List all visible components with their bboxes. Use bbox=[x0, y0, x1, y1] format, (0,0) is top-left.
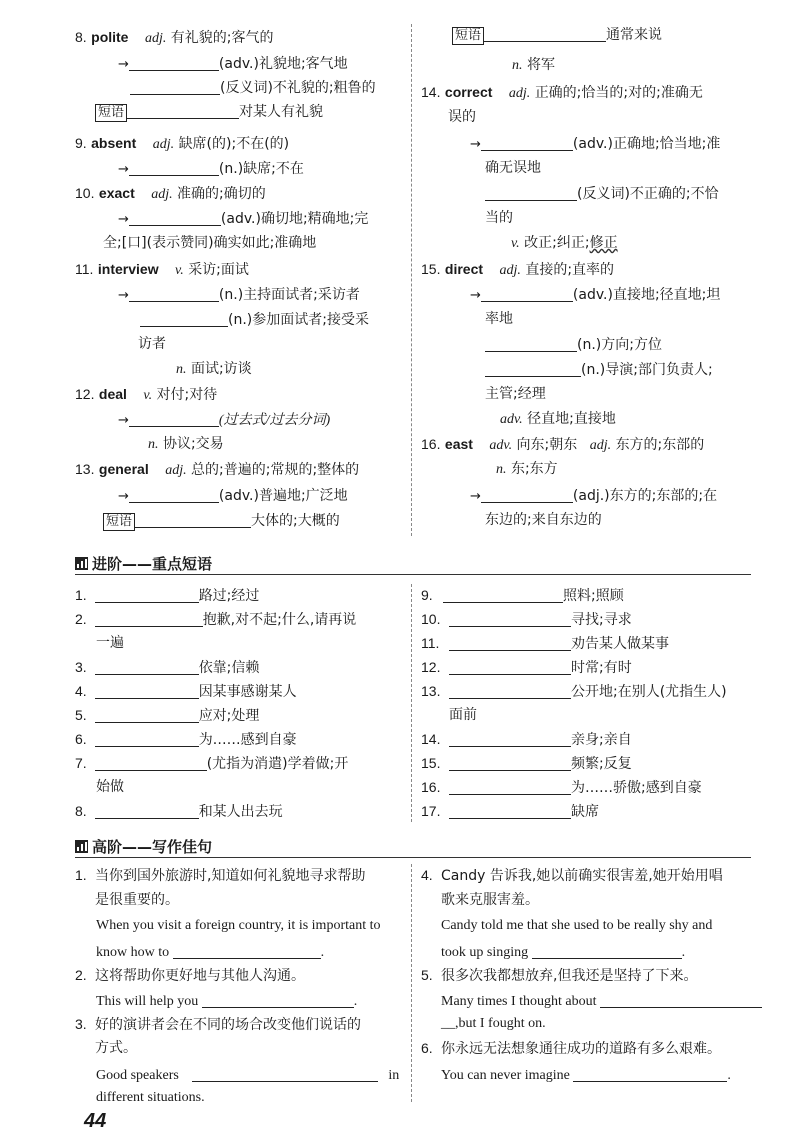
answer-blank[interactable] bbox=[95, 684, 199, 699]
phrase-item bbox=[421, 612, 632, 627]
derivation-text: (过去式/过去分词) bbox=[218, 413, 331, 428]
chinese-prompt: 歌来克服害羞。 bbox=[441, 892, 539, 908]
derivation-text: 东边的;来自东边的 bbox=[485, 512, 602, 528]
answer-blank[interactable] bbox=[449, 756, 571, 771]
definition: 采访;面试 bbox=[188, 262, 249, 278]
derivation-text: 访者 bbox=[138, 336, 166, 352]
chinese-prompt: 当你到国外旅游时,知道如何礼貌地寻求帮助 bbox=[95, 868, 366, 884]
headword: deal bbox=[98, 386, 127, 402]
column-divider bbox=[411, 584, 412, 822]
derivation-text: 对某人有礼貌 bbox=[239, 104, 324, 120]
sentence-item bbox=[421, 968, 697, 983]
entry-line bbox=[118, 488, 348, 503]
entry-line bbox=[103, 513, 340, 531]
entry-number: 9. bbox=[75, 135, 87, 151]
answer-blank[interactable] bbox=[95, 660, 199, 675]
answer-blank[interactable] bbox=[449, 684, 571, 699]
phrase-tag: 短语 bbox=[452, 27, 484, 45]
phrase-meaning: 缺席 bbox=[571, 804, 599, 820]
answer-blank[interactable] bbox=[449, 732, 571, 747]
entry-line bbox=[118, 56, 348, 71]
sentence-line bbox=[95, 1041, 137, 1055]
chinese-prompt: 好的演讲者会在不同的场合改变他们说话的 bbox=[95, 1017, 361, 1033]
answer-blank[interactable] bbox=[129, 412, 219, 427]
phrase-item bbox=[75, 756, 348, 771]
derivation-text: (adv.)直接地;径直地;坦 bbox=[572, 287, 721, 303]
item-number: 11. bbox=[421, 635, 440, 651]
english-sentence: This will help you bbox=[96, 994, 199, 1009]
entry-east bbox=[421, 437, 704, 453]
phrase-item bbox=[75, 708, 259, 723]
chinese-prompt: 你永远无法想象通往成功的道路有多么艰难。 bbox=[441, 1041, 721, 1057]
english-sentence: took up singing bbox=[441, 945, 529, 960]
phrase-meaning: 照料;照顾 bbox=[563, 588, 624, 604]
headword: absent bbox=[91, 135, 137, 151]
sentence-line bbox=[96, 1067, 399, 1083]
phrase-item bbox=[75, 732, 297, 747]
phrase-meaning: 劝告某人做某事 bbox=[571, 636, 669, 652]
headword: exact bbox=[98, 185, 135, 201]
headword: direct bbox=[444, 261, 484, 277]
derivation-text: (adv.)礼貌地;客气地 bbox=[218, 56, 348, 72]
part-of-speech: n. bbox=[496, 462, 507, 477]
chinese-prompt: 是很重要的。 bbox=[95, 892, 179, 908]
entry-line bbox=[140, 312, 369, 327]
phrase-meaning: 面前 bbox=[449, 707, 477, 723]
derivation-text: 确无误地 bbox=[485, 160, 541, 176]
sentence-line bbox=[96, 993, 357, 1009]
section-title-text: 进阶——重点短语 bbox=[92, 555, 213, 573]
entry-line bbox=[176, 362, 252, 377]
headword: east bbox=[444, 436, 473, 452]
part-of-speech: v. bbox=[511, 236, 520, 251]
definition: 直接的;直率的 bbox=[525, 262, 615, 278]
page-number: 44 bbox=[84, 1110, 107, 1132]
entry-line bbox=[118, 412, 330, 428]
sentence-item bbox=[421, 868, 723, 883]
part-of-speech: adj. bbox=[151, 187, 173, 202]
phrase-meaning: 公开地;在别人(尤指生人) bbox=[571, 684, 727, 700]
bar-chart-icon bbox=[75, 557, 88, 570]
part-of-speech: adj. bbox=[165, 463, 187, 478]
part-of-speech: adv. bbox=[489, 438, 513, 453]
column-divider bbox=[411, 864, 412, 1102]
arrow-right-icon: → bbox=[118, 413, 129, 428]
derivation-text: 当的 bbox=[485, 210, 513, 226]
arrow-right-icon: → bbox=[470, 489, 481, 504]
answer-blank[interactable] bbox=[573, 1067, 727, 1082]
answer-blank[interactable] bbox=[485, 186, 577, 201]
answer-blank[interactable] bbox=[95, 732, 199, 747]
derivation-text: (adv.)普遍地;广泛地 bbox=[218, 488, 348, 504]
item-number: 3. bbox=[75, 1016, 87, 1032]
phrase-meaning: 因某事感谢某人 bbox=[198, 684, 297, 700]
item-number: 13. bbox=[421, 683, 441, 699]
sentence-line bbox=[96, 944, 324, 960]
headword: correct bbox=[444, 84, 493, 100]
entry-number: 8. bbox=[75, 29, 87, 45]
answer-blank[interactable] bbox=[129, 56, 219, 71]
entry-line bbox=[470, 488, 717, 503]
item-number: 14. bbox=[421, 731, 441, 747]
english-sentence: different situations. bbox=[96, 1090, 205, 1105]
headword: interview bbox=[97, 261, 159, 277]
phrase-item bbox=[421, 804, 599, 819]
sentence-line bbox=[441, 1067, 731, 1083]
entry-line bbox=[485, 362, 713, 377]
sentence-item bbox=[75, 968, 305, 983]
phrase-meaning: 频繁;反复 bbox=[571, 756, 632, 772]
answer-blank[interactable] bbox=[95, 588, 199, 603]
sentence-line bbox=[96, 919, 380, 933]
phrase-meaning: 时常;有时 bbox=[571, 660, 632, 676]
part-of-speech: v. bbox=[175, 263, 184, 278]
sentence-item bbox=[75, 1017, 361, 1032]
answer-blank[interactable] bbox=[129, 211, 221, 226]
entry-line bbox=[470, 287, 720, 302]
answer-blank[interactable] bbox=[443, 588, 563, 603]
chinese-prompt: 方式。 bbox=[95, 1040, 137, 1056]
phrase-item bbox=[75, 588, 259, 603]
phrase-meaning: 始做 bbox=[96, 779, 124, 795]
derivation-text: (反义词)不礼貌的;粗鲁的 bbox=[220, 80, 376, 96]
entry-number: 15. bbox=[421, 261, 441, 277]
arrow-right-icon: → bbox=[118, 212, 129, 227]
entry-correct bbox=[421, 85, 703, 101]
item-number: 3. bbox=[75, 659, 87, 675]
sentence-line bbox=[441, 944, 685, 960]
sentence-item bbox=[421, 1041, 721, 1056]
english-sentence: . bbox=[353, 994, 358, 1009]
item-number: 5. bbox=[75, 707, 87, 723]
definition: 对付;对待 bbox=[156, 387, 218, 403]
section-title-text: 高阶——写作佳句 bbox=[92, 838, 213, 856]
phrase-item-cont bbox=[96, 636, 124, 650]
phrase-item bbox=[421, 588, 624, 603]
answer-blank[interactable] bbox=[449, 780, 571, 795]
item-number: 2. bbox=[75, 967, 87, 983]
english-sentence: know how to bbox=[96, 945, 170, 960]
sentence-line bbox=[95, 893, 179, 907]
answer-blank[interactable] bbox=[481, 488, 573, 503]
phrase-item bbox=[421, 756, 632, 771]
phrase-item bbox=[421, 732, 632, 747]
section-rule bbox=[75, 574, 751, 575]
entry-line bbox=[470, 136, 720, 151]
answer-blank[interactable] bbox=[95, 756, 207, 771]
answer-blank[interactable] bbox=[129, 287, 219, 302]
arrow-right-icon: → bbox=[118, 489, 129, 504]
english-sentence: . bbox=[727, 1068, 731, 1083]
answer-blank[interactable] bbox=[481, 136, 573, 151]
answer-blank[interactable] bbox=[449, 660, 571, 675]
item-number: 1. bbox=[75, 587, 87, 603]
entry-line bbox=[118, 211, 368, 226]
part-of-speech: n. bbox=[176, 362, 187, 377]
derivation-text: 大体的;大概的 bbox=[251, 513, 340, 529]
column-divider bbox=[411, 24, 412, 536]
definition: 向东;朝东 bbox=[516, 437, 578, 453]
derivation-text: 将军 bbox=[526, 57, 555, 73]
derivation-text: (n.)参加面试者;接受采 bbox=[228, 312, 369, 328]
part-of-speech: adv. bbox=[500, 412, 523, 427]
entry-line bbox=[485, 186, 719, 201]
entry-line bbox=[485, 513, 602, 527]
derivation-text: 率地 bbox=[485, 311, 513, 327]
item-number: 12. bbox=[421, 659, 441, 675]
chinese-prompt: 很多次我都想放弃,但我还是坚持了下来。 bbox=[441, 968, 698, 984]
derivation-text: 改正;纠正; bbox=[524, 235, 590, 251]
entry-line bbox=[448, 110, 476, 124]
sentence-line bbox=[441, 993, 762, 1009]
sentence-line bbox=[441, 1017, 546, 1031]
entry-polite bbox=[75, 30, 274, 46]
bar-chart-icon bbox=[75, 840, 88, 853]
entry-number: 14. bbox=[421, 84, 441, 100]
derivation-text: (n.)方向;方位 bbox=[577, 337, 662, 353]
item-number: 6. bbox=[421, 1040, 433, 1056]
entry-number: 10. bbox=[75, 185, 95, 201]
section-title-phrases bbox=[75, 553, 212, 574]
section-rule bbox=[75, 857, 751, 858]
english-sentence: . bbox=[320, 945, 325, 960]
entry-number: 11. bbox=[75, 261, 94, 277]
phrase-meaning: 应对;处理 bbox=[198, 708, 260, 724]
phrase-meaning: 和某人出去玩 bbox=[198, 804, 283, 820]
phrase-meaning: 路过;经过 bbox=[198, 588, 260, 604]
phrase-item bbox=[421, 780, 702, 795]
phrase-item bbox=[421, 684, 727, 699]
part-of-speech: adj. bbox=[144, 31, 167, 46]
derivation-text: 通常来说 bbox=[606, 27, 663, 43]
entry-deal bbox=[75, 387, 217, 403]
answer-blank[interactable] bbox=[449, 804, 571, 819]
derivation-text: 全;[口](表示赞同)确实如此;准确地 bbox=[103, 235, 317, 251]
entry-line bbox=[138, 337, 166, 351]
phrase-meaning: 为……感到自豪 bbox=[198, 732, 297, 748]
answer-blank[interactable] bbox=[95, 612, 203, 627]
answer-blank[interactable] bbox=[449, 612, 571, 627]
entry-line bbox=[95, 104, 323, 122]
english-sentence: Candy told me that she used to be really shy and bbox=[441, 918, 713, 933]
answer-blank[interactable] bbox=[130, 80, 220, 95]
english-sentence: Good speakers bbox=[96, 1068, 179, 1083]
item-number: 5. bbox=[421, 967, 433, 983]
definition: 总的;普遍的;常规的;整体的 bbox=[191, 462, 360, 478]
headword: general bbox=[98, 461, 149, 477]
item-number: 1. bbox=[75, 867, 87, 883]
answer-blank[interactable] bbox=[485, 362, 581, 377]
entry-number: 16. bbox=[421, 436, 441, 452]
definition: 正确的;恰当的;对的;准确无 bbox=[534, 85, 703, 101]
item-number: 4. bbox=[421, 867, 433, 883]
phrase-item bbox=[421, 636, 669, 651]
derivation-text: (反义词)不正确的;不恰 bbox=[577, 186, 719, 202]
derivation-text: 东;东方 bbox=[510, 461, 558, 477]
part-of-speech: adj. bbox=[152, 137, 175, 152]
phrase-item-cont bbox=[96, 780, 124, 794]
entry-general bbox=[75, 462, 359, 478]
entry-line bbox=[511, 236, 618, 251]
section-title-sentences bbox=[75, 836, 212, 857]
answer-blank[interactable] bbox=[95, 804, 199, 819]
sentence-item bbox=[75, 868, 365, 883]
item-number: 6. bbox=[75, 731, 87, 747]
english-sentence: You can never imagine bbox=[441, 1068, 570, 1083]
answer-blank[interactable] bbox=[600, 993, 762, 1008]
english-sentence: in bbox=[388, 1068, 400, 1083]
entry-line bbox=[452, 27, 662, 45]
answer-blank[interactable] bbox=[129, 488, 219, 503]
item-number: 7. bbox=[75, 755, 87, 771]
phrase-meaning: 抱歉,对不起;什么,请再说 bbox=[202, 612, 357, 628]
derivation-text: (adj.)东方的;东部的;在 bbox=[572, 488, 718, 504]
answer-blank[interactable] bbox=[485, 337, 577, 352]
derivation-text: (adv.)正确地;恰当地;准 bbox=[572, 136, 721, 152]
entry-line bbox=[485, 337, 662, 352]
sentence-line bbox=[96, 1091, 205, 1105]
entry-direct bbox=[421, 262, 614, 278]
entry-line bbox=[118, 287, 360, 302]
sentence-line bbox=[441, 919, 712, 933]
item-number: 8. bbox=[75, 803, 87, 819]
phrase-item bbox=[75, 684, 297, 699]
entry-line bbox=[118, 161, 304, 176]
arrow-right-icon: → bbox=[470, 137, 481, 152]
derivation-text: 径直地;直接地 bbox=[527, 411, 616, 427]
item-number: 10. bbox=[421, 611, 441, 627]
phrase-tag: 短语 bbox=[95, 104, 127, 122]
entry-absent bbox=[75, 136, 289, 152]
item-number: 16. bbox=[421, 779, 441, 795]
part-of-speech: v. bbox=[143, 388, 153, 403]
part-of-speech: adj. bbox=[499, 263, 521, 278]
phrase-meaning: 亲身;亲自 bbox=[571, 732, 632, 748]
item-number: 15. bbox=[421, 755, 441, 771]
english-sentence: Many times I thought about bbox=[441, 994, 597, 1009]
answer-blank[interactable] bbox=[129, 161, 219, 176]
entry-line bbox=[103, 236, 316, 250]
derivation-text: 误的 bbox=[448, 109, 476, 125]
derivation-text: 协议;交易 bbox=[162, 436, 224, 452]
definition: 有礼貌的;客气的 bbox=[170, 30, 274, 46]
phrase-meaning: 一遍 bbox=[96, 635, 124, 651]
part-of-speech: adj. bbox=[508, 86, 531, 101]
chinese-prompt: 这将帮助你更好地与其他人沟通。 bbox=[95, 968, 305, 984]
entry-line bbox=[148, 437, 224, 452]
answer-blank[interactable] bbox=[140, 312, 228, 327]
entry-line bbox=[512, 58, 555, 73]
derivation-text: (n.)缺席;不在 bbox=[218, 161, 304, 177]
phrase-item bbox=[75, 804, 283, 819]
answer-blank[interactable] bbox=[484, 27, 606, 42]
phrase-item-cont bbox=[449, 708, 477, 722]
phrase-item bbox=[75, 612, 356, 627]
definition: 东方的;东部的 bbox=[615, 437, 705, 453]
english-sentence: __,but I fought on. bbox=[441, 1016, 546, 1031]
entry-line bbox=[485, 161, 541, 175]
answer-blank[interactable] bbox=[532, 944, 682, 959]
entry-line bbox=[130, 80, 376, 95]
item-number: 2. bbox=[75, 611, 87, 627]
answer-blank[interactable] bbox=[135, 513, 251, 528]
entry-line bbox=[496, 462, 558, 477]
definition: 缺席(的);不在(的) bbox=[178, 136, 290, 152]
item-number: 4. bbox=[75, 683, 87, 699]
derivation-text: (n.)主持面试者;采访者 bbox=[218, 287, 360, 303]
answer-blank[interactable] bbox=[202, 993, 354, 1008]
derivation-text: (n.)导演;部门负责人; bbox=[581, 362, 713, 378]
phrase-item bbox=[75, 660, 259, 675]
sentence-line bbox=[441, 893, 539, 907]
chinese-prompt: Candy 告诉我,她以前确实很害羞,她开始用唱 bbox=[441, 868, 723, 884]
answer-blank[interactable] bbox=[95, 708, 199, 723]
entry-line bbox=[485, 211, 513, 225]
entry-line bbox=[485, 312, 513, 326]
answer-blank[interactable] bbox=[173, 944, 321, 959]
phrase-meaning: 依靠;信赖 bbox=[198, 660, 260, 676]
derivation-text: 面试;访谈 bbox=[190, 361, 252, 377]
phrase-meaning: 为……骄傲;感到自豪 bbox=[571, 780, 702, 796]
english-sentence: When you visit a foreign country, it is important to bbox=[96, 918, 381, 933]
answer-blank[interactable] bbox=[449, 636, 571, 651]
arrow-right-icon: → bbox=[118, 162, 129, 177]
entry-interview bbox=[75, 262, 249, 278]
part-of-speech: adj. bbox=[589, 438, 612, 453]
item-number: 17. bbox=[421, 803, 441, 819]
part-of-speech: n. bbox=[512, 58, 523, 73]
answer-blank[interactable] bbox=[481, 287, 573, 302]
answer-blank[interactable] bbox=[127, 104, 239, 119]
english-sentence: . bbox=[681, 945, 686, 960]
entry-line bbox=[485, 387, 546, 401]
phrase-tag: 短语 bbox=[103, 513, 135, 531]
answer-blank[interactable] bbox=[192, 1067, 378, 1082]
entry-line bbox=[500, 412, 616, 427]
derivation-text: (adv.)确切地;精确地;完 bbox=[220, 211, 369, 227]
arrow-right-icon: → bbox=[118, 57, 129, 72]
entry-exact bbox=[75, 186, 266, 202]
arrow-right-icon: → bbox=[118, 288, 129, 303]
phrase-meaning: (尤指为消遣)学着做;开 bbox=[206, 756, 349, 772]
arrow-right-icon: → bbox=[470, 288, 481, 303]
part-of-speech: n. bbox=[148, 437, 159, 452]
derivation-text: 主管;经理 bbox=[485, 386, 546, 402]
definition: 准确的;确切的 bbox=[177, 186, 266, 202]
derivation-text: 修正 bbox=[589, 235, 618, 251]
item-number: 9. bbox=[421, 587, 433, 603]
headword: polite bbox=[91, 29, 129, 45]
phrase-item bbox=[421, 660, 632, 675]
entry-number: 12. bbox=[75, 386, 95, 402]
entry-number: 13. bbox=[75, 461, 95, 477]
phrase-meaning: 寻找;寻求 bbox=[571, 612, 632, 628]
